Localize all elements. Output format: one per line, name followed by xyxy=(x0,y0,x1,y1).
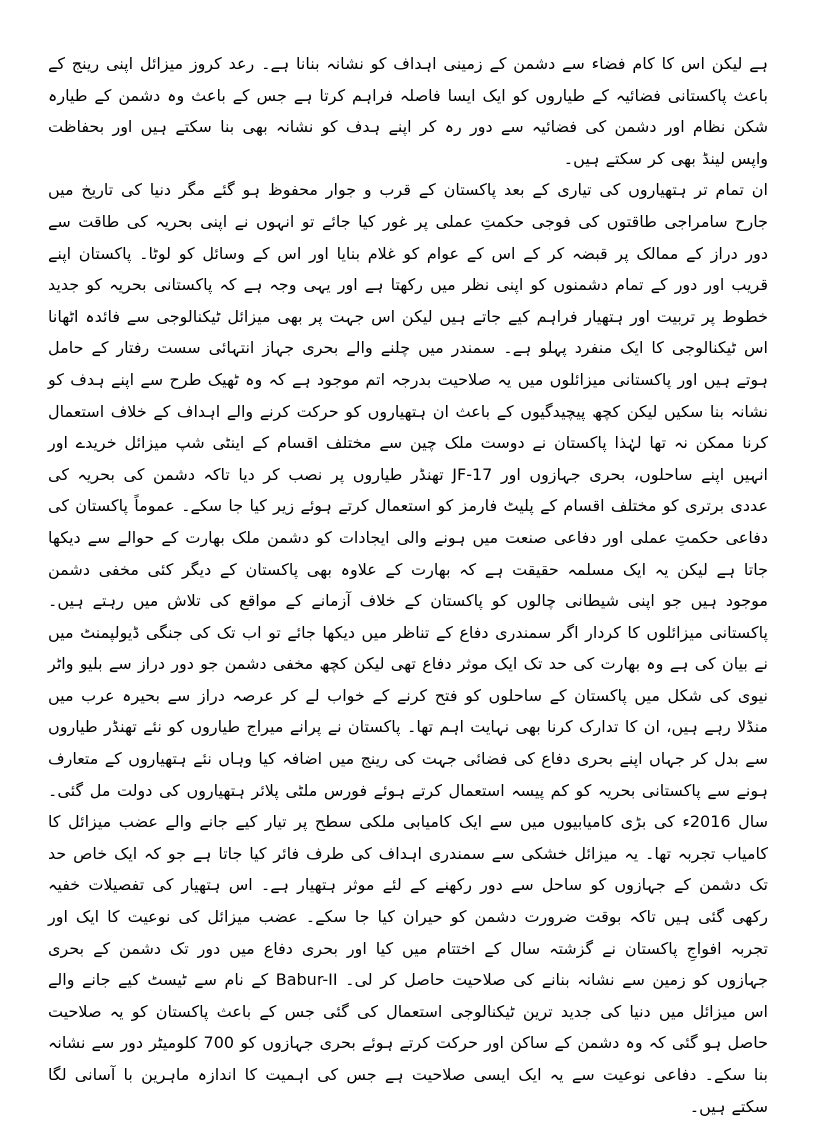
paragraph-2: ان تمام تر ہتھیاروں کی تیاری کے بعد پاکستان کے قرب و جوار محفوظ ہو گئے مگر دنیا کی تاریخ میں جارح سامراجی طاقتوں کی فوجی حکمتِ عملی پر غور کیا جائے تو انہوں نے اپنی بحریہ کی طاقت سے دور دراز کے ممالک پر قبضہ کر کے اس کے عوام کو غلام بنایا اور اس کے وسائل کو لوٹا۔ پاکستان اپنے قریب اور دور کے تمام دشمنوں کو اپنی نظر میں رکھتا ہے اور یہی وجہ ہے کہ پاکستانی بحریہ کو جدید خطوط پر تربیت اور ہتھیار فراہم کیے جاتے ہیں لیکن اس جہت پر بھی میزائل ٹیکنالوجی سے فائدہ اٹھانا اس ٹیکنالوجی کا ایک منفرد پہلو ہے۔ سمندر میں چلنے والے بحری جہاز انتہائی سست رفتار کے حامل ہوتے ہیں اور پاکستانی میزائلوں میں یہ صلاحیت بدرجہ اتم موجود ہے کہ وہ ٹھیک طرح سے اپنے ہدف کو نشانہ بنا سکیں لیکن کچھ پیچیدگیوں کے باعث ان ہتھیاروں کو حرکت کرنے والے اہداف کے خلاف استعمال کرنا ممکن نہ تھا لہٰذا پاکستان نے دوست ملک چین سے مختلف اقسام کے اینٹی شپ میزائل خریدے اور انہیں اپنے ساحلوں، بحری جہازوں اور JF-17 تھنڈر طیاروں پر نصب کر دیا تاکہ دشمن کی بحریہ کی عددی برتری کو مختلف اقسام کے پلیٹ فارمز کو استعمال کرتے ہوئے زیر کیا جا سکے۔ عموماً پاکستان کی دفاعی حکمتِ عملی اور دفاعی صنعت میں ہونے والی ایجادات کو دشمن ملک بھارت کے حوالے سے دیکھا جاتا ہے لیکن یہ ایک مسلمہ حقیقت ہے کہ بھارت کے علاوہ بھی پاکستان کے دیگر کئی مخفی دشمن موجود ہیں جو اپنی شیطانی چالوں کو پاکستان کے خلاف آزمانے کے مواقع کی تلاش میں رہتے ہیں۔ پاکستانی میزائلوں کا کردار اگر سمندری دفاع کے تناظر میں دیکھا جائے تو اب تک کی جنگی ڈیولپمنٹ میں نے بیان کی ہے وہ بھارت کی حد تک ایک موثر دفاع تھی لیکن کچھ مخفی دشمن جو دور دراز سے بلیو واٹر نیوی کی شکل میں پاکستان کے ساحلوں کو فتح کرنے کے خواب لے کر عرصہ دراز سے بحیرہ عرب میں منڈلا رہے ہیں، ان کا تدارک کرنا بھی نہایت اہم تھا۔ پاکستان نے پرانے میراج طیاروں کو نئے تھنڈر طیاروں سے بدل کر جہاں اپنے بحری دفاع کی فضائی جہت کی رینج میں اضافہ کیا وہاں نئے ہتھیاروں کے متعارف ہونے سے پاکستانی بحریہ کو کم پیسہ استعمال کرتے ہوئے فورس ملٹی پلائر ہتھیاروں کی دولت مل گئی۔ سال 2016ء کی بڑی کامیابیوں میں سے ایک کامیابی ملکی سطح پر تیار کیے جانے والے عضب میزائل کا کامیاب تجربہ تھا۔ یہ میزائل خشکی سے سمندری اہداف کی طرف فائر کیا جاتا ہے جو کہ ایک خاص حد تک دشمن کے جہازوں کو ساحل سے دور رکھنے کے لئے موثر ہتھیار ہے۔ اس ہتھیار کی تفصیلات خفیہ رکھی گئی ہیں تاکہ بوقت ضرورت دشمن کو حیران کیا جا سکے۔ عضب میزائل کی نوعیت کا ایک اور تجربہ افواجِ پاکستان نے گزشتہ سال کے اختتام میں کیا اور بحری دفاع میں دور تک دشمن کے بحری جہازوں کو زمین سے نشانہ بنانے کی صلاحیت حاصل کر لی۔ Babur-II کے نام سے ٹیسٹ کیے جانے والے اس میزائل میں دنیا کی جدید ترین ٹیکنالوجی استعمال کی گئی جس کے باعث پاکستان کو یہ صلاحیت حاصل ہو گئی کہ وہ دشمن کے ساکن اور حرکت کرتے ہوئے بحری جہازوں کو 700 کلومیٹر دور سے نشانہ بنا سکے۔ دفاعی نوعیت سے یہ ایک ایسی صلاحیت ہے جس کی اہمیت کا اندازہ ماہرین با آسانی لگا سکتے ہیں۔ xyxy=(48,180,769,1116)
paragraph-1: ہے لیکن اس کا کام فضاء سے دشمن کے زمینی اہداف کو نشانہ بنانا ہے۔ رعد کروز میزائل اپنی رینج کے باعث پاکستانی فضائیہ کے طیاروں کو ایک ایسا فاصلہ فراہم کرتا ہے جس کے باعث وہ دشمن کے طیارہ شکن نظام اور دشمن کی فضائیہ سے دور رہ کر اپنے ہدف کو نشانہ بھی بنا سکتے ہیں اور بحفاظت واپس لینڈ بھی کر سکتے ہیں۔ xyxy=(48,54,768,168)
document-page xyxy=(48,48,769,1116)
